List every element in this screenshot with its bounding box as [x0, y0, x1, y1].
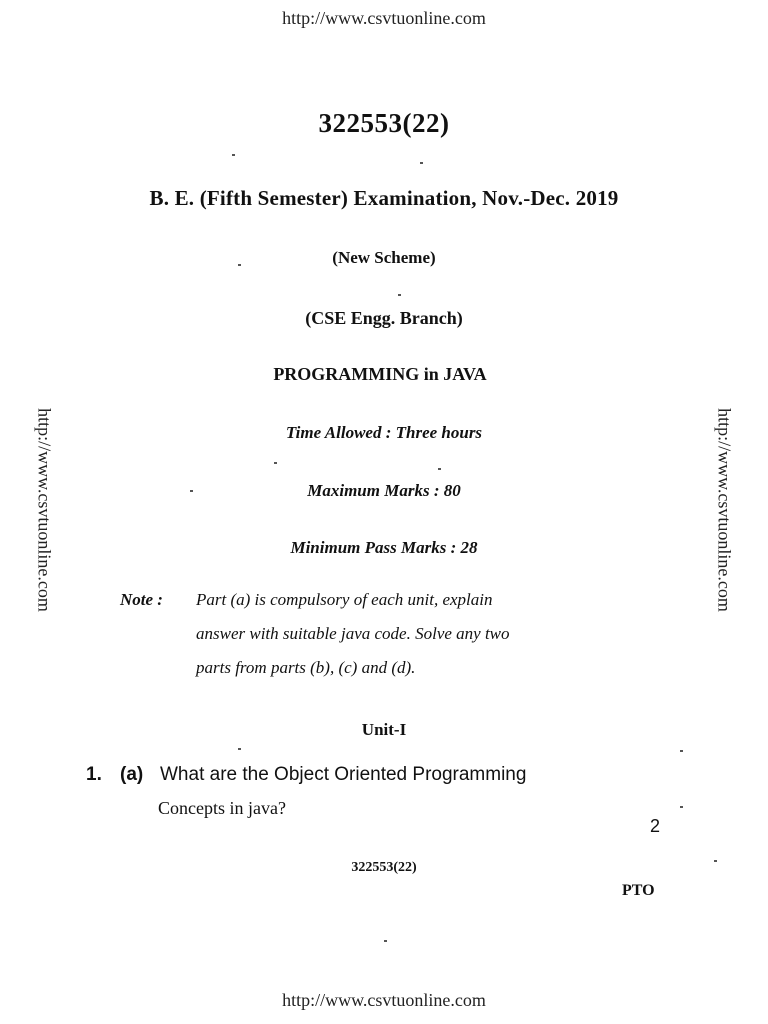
scheme-label: (New Scheme) [332, 248, 436, 267]
note-line: parts from parts (b), (c) and (d). [196, 658, 416, 677]
question-marks: 2 [650, 816, 661, 836]
time-allowed: Time Allowed : Three hours [285, 423, 483, 442]
paper-code: 322553(22) [318, 108, 450, 138]
question-part: (a) [120, 764, 144, 785]
scan-speck [384, 940, 387, 942]
unit-heading: Unit-I [361, 720, 407, 739]
question-text-continued: Concepts in java? [158, 798, 286, 818]
note-line: Part (a) is compulsory of each unit, explain [196, 590, 493, 609]
note-line: answer with suitable java code. Solve any two [196, 624, 510, 643]
watermark-url-left: http://www.csvtuonline.com [34, 408, 55, 612]
watermark-url-top[interactable]: http://www.csvtuonline.com [282, 8, 486, 28]
branch-label: (CSE Engg. Branch) [305, 308, 463, 328]
scan-speck [232, 154, 235, 156]
question-text: What are the Object Oriented Programming [160, 764, 527, 785]
scan-speck [438, 468, 441, 470]
scan-speck [420, 162, 423, 164]
scan-speck [190, 490, 193, 492]
scan-speck [274, 462, 277, 464]
exam-title: B. E. (Fifth Semester) Examination, Nov.-Dec. 2019 [149, 186, 619, 210]
minimum-pass-marks: Minimum Pass Marks : 28 [290, 538, 478, 557]
subject-title: PROGRAMMING in JAVA [273, 364, 487, 384]
watermark-url-right: http://www.csvtuonline.com [714, 408, 735, 612]
footer-paper-code: 322553(22) [351, 860, 417, 875]
pto-label: PTO [622, 882, 655, 899]
scan-speck [714, 860, 717, 862]
scan-speck [680, 806, 683, 808]
question-number: 1. [86, 764, 102, 785]
watermark-url-bottom[interactable]: http://www.csvtuonline.com [282, 990, 486, 1010]
scan-speck [398, 294, 401, 296]
scan-speck [680, 750, 683, 752]
scan-speck [238, 748, 241, 750]
scan-speck [238, 264, 241, 266]
note-label: Note : [120, 590, 163, 609]
maximum-marks: Maximum Marks : 80 [307, 481, 461, 500]
